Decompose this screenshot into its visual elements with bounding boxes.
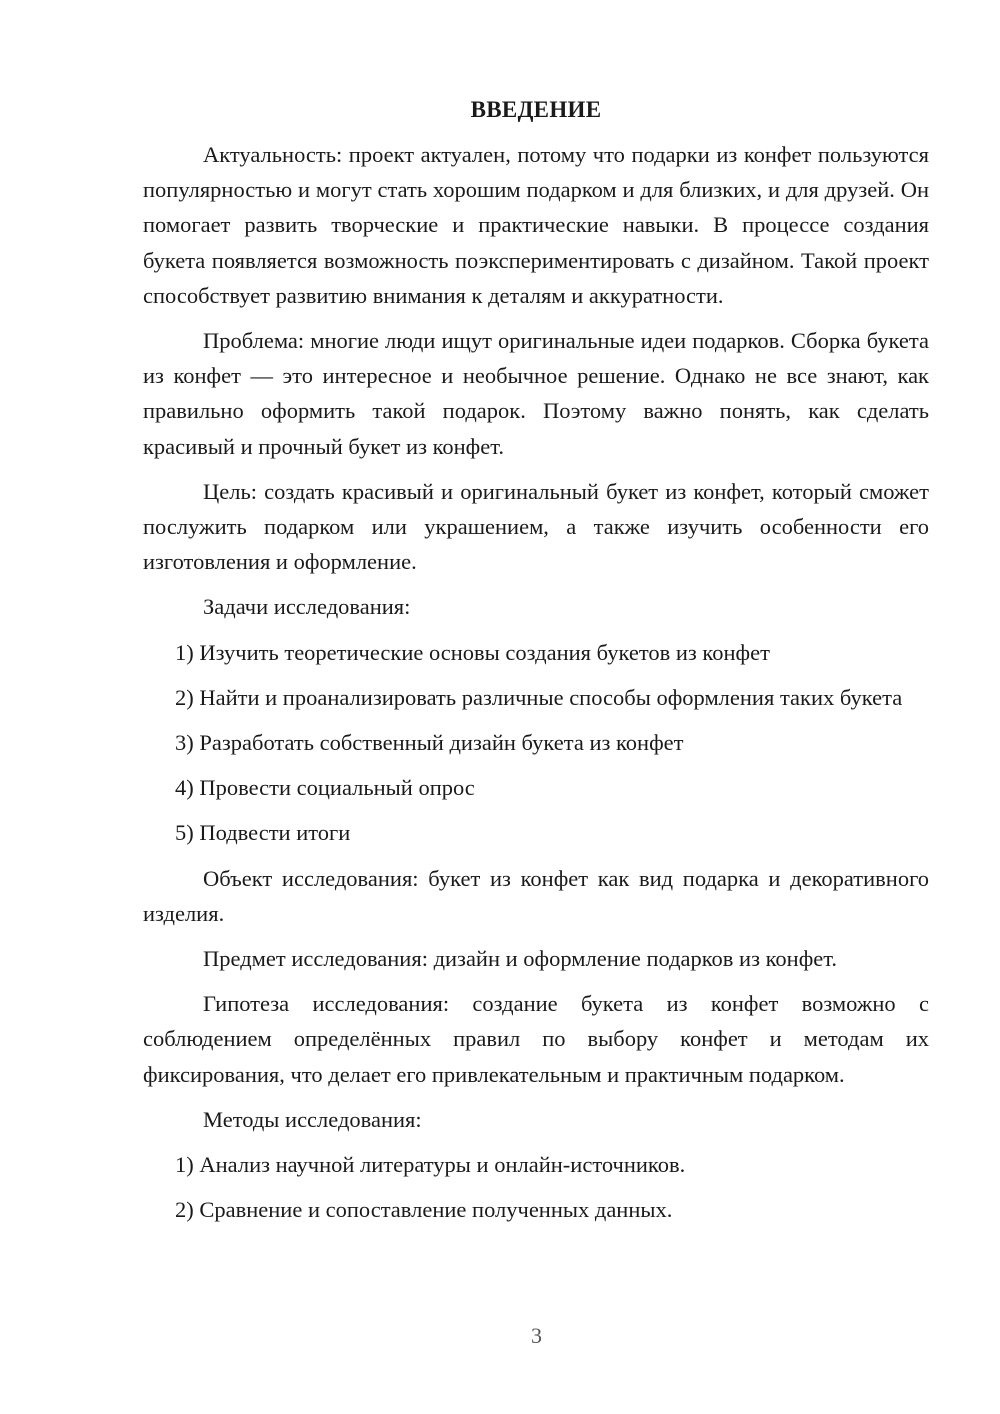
paragraph-hypothesis: Гипотеза исследования: создание букета из конфет возможно с соблюдением определённых правил по выбору конфет и методам их фиксирования, что делает его привлекательным и практичным подарком.	[143, 991, 929, 1087]
task-item: 3) Разработать собственный дизайн букета из конфет	[175, 730, 684, 756]
method-item: 1) Анализ научной литературы и онлайн-источников.	[175, 1152, 686, 1178]
paragraph-problem: Проблема: многие люди ищут оригинальные идеи подарков. Сборка букета из конфет — это интересное и необычное решение. Однако не все знают, как правильно оформить такой подарок. Поэтому важно понять, как сделать красивый и прочный букет из конфет.	[143, 328, 929, 459]
document-page	[143, 92, 929, 1227]
paragraph-object: Объект исследования: букет из конфет как вид подарка и декоративного изделия.	[143, 865, 929, 926]
methods-heading: Методы исследования:	[203, 1106, 422, 1132]
task-item: 5) Подвести итоги	[175, 820, 351, 846]
method-item: 2) Сравнение и сопоставление полученных данных.	[175, 1197, 673, 1223]
paragraph-subject: Предмет исследования: дизайн и оформление подарков из конфет.	[203, 946, 838, 972]
task-item: 2) Найти и проанализировать различные способы оформления таких букета	[175, 684, 903, 710]
task-item: 1) Изучить теоретические основы создания букетов из конфет	[175, 639, 770, 665]
paragraph-relevance: Актуальность: проект актуален, потому что подарки из конфет пользуются популярностью и могут стать хорошим подарком и для близких, и для друзей. Он помогает развить творческие и практические навыки. В процессе создания букета появляется возможность поэкспериментировать с дизайном. Такой проект способствует развитию внимания к деталям и аккуратности.	[143, 142, 929, 308]
task-item: 4) Провести социальный опрос	[175, 775, 475, 801]
page-number: 3	[531, 1323, 542, 1348]
paragraph-goal: Цель: создать красивый и оригинальный букет из конфет, который сможет послужить подарком или украшением, а также изучить особенности его изготовления и оформление.	[143, 478, 929, 575]
section-title: ВВЕДЕНИЕ	[470, 97, 602, 122]
tasks-heading: Задачи исследования:	[203, 594, 411, 620]
